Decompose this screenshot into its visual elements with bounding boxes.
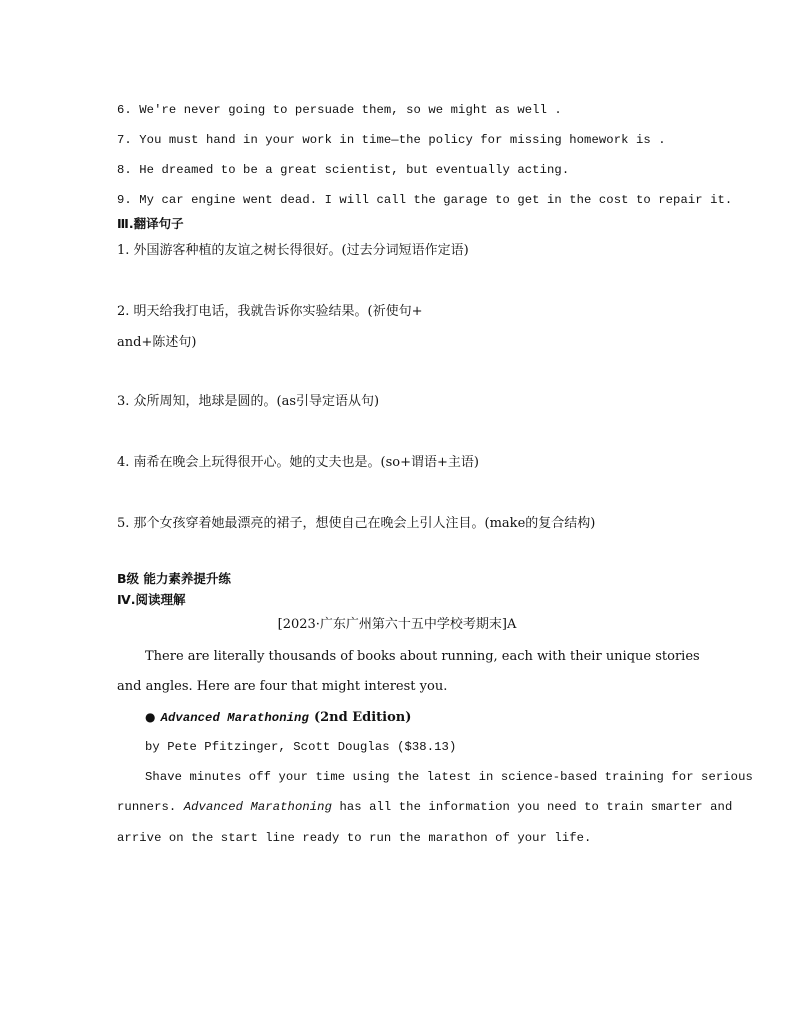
translation-item-5: 5. 那个女孩穿着她最漂亮的裙子，想使自己在晚会上引人注目。(make的复合结构) — [117, 516, 596, 531]
translation-item-2: 2. 明天给我打电话，我就告诉你实验结果。(祈使句+ — [117, 304, 423, 319]
reading-intro-line-1: There are literally thousands of books about running, each with their unique stories — [145, 649, 700, 664]
fill-in-item-8: 8. He dreamed to be a great scientist, but eventually acting. — [117, 163, 570, 177]
translation-item-2-continuation: and+陈述句) — [117, 335, 197, 350]
book-byline: by Pete Pfitzinger, Scott Douglas ($38.13) — [145, 740, 457, 754]
fill-in-item-7: 7. You must hand in your work in time—the policy for missing homework is . — [117, 133, 666, 147]
book-description-line-1: Shave minutes off your time using the latest in science-based training for serious — [145, 770, 753, 784]
fill-in-item-9: 9. My car engine went dead. I will call the garage to get in the cost to repair it. — [117, 193, 733, 207]
section-iv-title: Ⅳ.阅读理解 — [117, 592, 186, 607]
book-description-line-3: arrive on the start line ready to run the marathon of your life. — [117, 831, 592, 845]
fill-in-item-6: 6. We're never going to persuade them, so we might as well . — [117, 103, 562, 117]
source-label: [2023·广东广州第六十五中学校考期末]A — [277, 617, 517, 632]
bullet-icon: ● — [145, 710, 156, 724]
book-description-prefix: runners. — [117, 800, 177, 814]
section-iii-title: Ⅲ.翻译句子 — [117, 216, 184, 231]
level-b-title: B级 能力素养提升练 — [117, 571, 231, 586]
translation-item-3: 3. 众所周知，地球是圆的。(as引导定语从句) — [117, 394, 380, 409]
book-edition: (2nd Edition) — [313, 710, 412, 725]
book-description-title: Advanced Marathoning — [183, 800, 333, 814]
translation-item-1: 1. 外国游客种植的友谊之树长得很好。(过去分词短语作定语) — [117, 243, 469, 258]
book-title: Advanced Marathoning — [160, 711, 309, 725]
book-description-suffix: has all the information you need to train smarter and — [339, 800, 733, 814]
book-description-line-2 — [117, 798, 774, 816]
reading-intro-line-2: and angles. Here are four that might interest you. — [117, 679, 448, 694]
translation-item-4: 4. 南希在晚会上玩得很开心。她的丈夫也是。(so+谓语+主语) — [117, 455, 479, 470]
book-title-line — [145, 707, 774, 727]
